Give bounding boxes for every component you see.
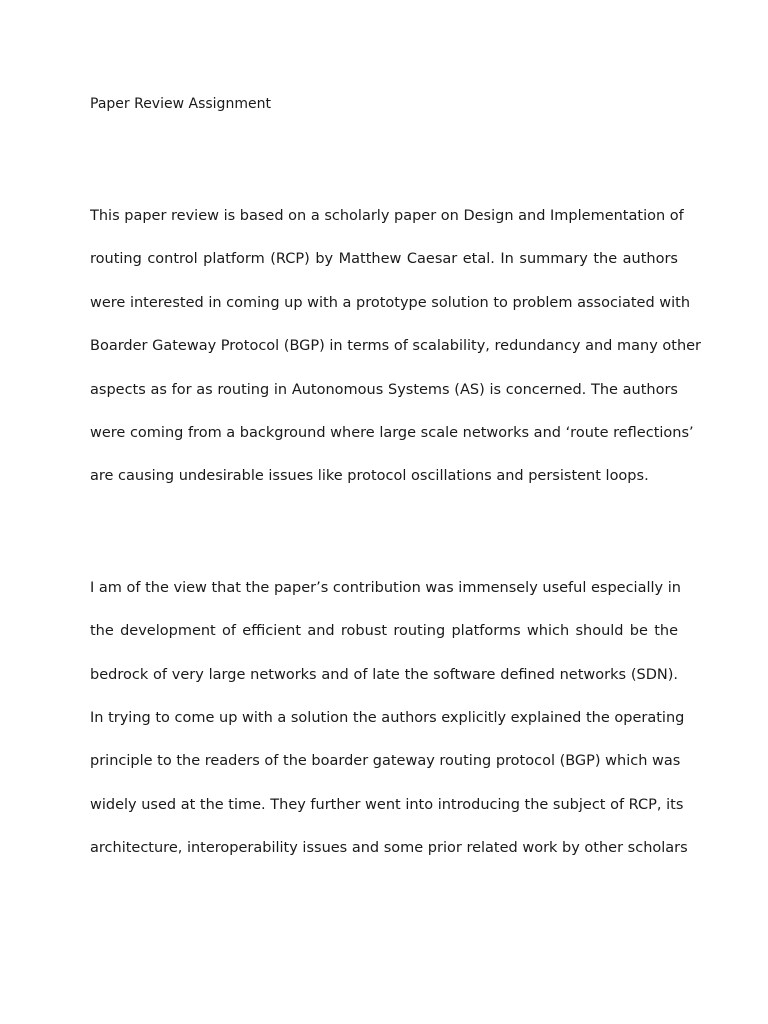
paragraph-1-line-3: were interested in coming up with a prototype solution to problem associated with [90, 295, 691, 311]
paragraph-2-line-5: principle to the readers of the boarder gateway routing protocol (BGP) which was [90, 753, 681, 769]
paragraph-2-line-7: architecture, interoperability issues and some prior related work by other scholars [90, 840, 688, 856]
paragraph-2-line-2: the development of efficient and robust routing platforms which should be the [90, 623, 678, 639]
paragraph-1-line-2: routing control platform (RCP) by Matthew Caesar etal. In summary the authors [90, 251, 678, 267]
paragraph-1-line-6: were coming from a background where large scale networks and ‘route reflections’ [90, 425, 694, 441]
paragraph-2-line-4: In trying to come up with a solution the authors explicitly explained the operating [90, 710, 685, 726]
paragraph-1-line-4: Boarder Gateway Protocol (BGP) in terms of scalability, redundancy and many other [90, 338, 702, 354]
paragraph-2-line-6: widely used at the time. They further went into introducing the subject of RCP, its [90, 797, 684, 813]
paragraph-1-line-7: are causing undesirable issues like protocol oscillations and persistent loops. [90, 468, 649, 484]
paragraph-2-line-1: I am of the view that the paper’s contribution was immensely useful especially in [90, 580, 681, 596]
paragraph-1-line-1: This paper review is based on a scholarly paper on Design and Implementation of [90, 208, 684, 224]
paragraph-2-line-3: bedrock of very large networks and of late the software defined networks (SDN). [90, 667, 678, 683]
document-title: Paper Review Assignment [90, 96, 271, 112]
paragraph-1-line-5: aspects as for as routing in Autonomous Systems (AS) is concerned. The authors [90, 382, 678, 398]
